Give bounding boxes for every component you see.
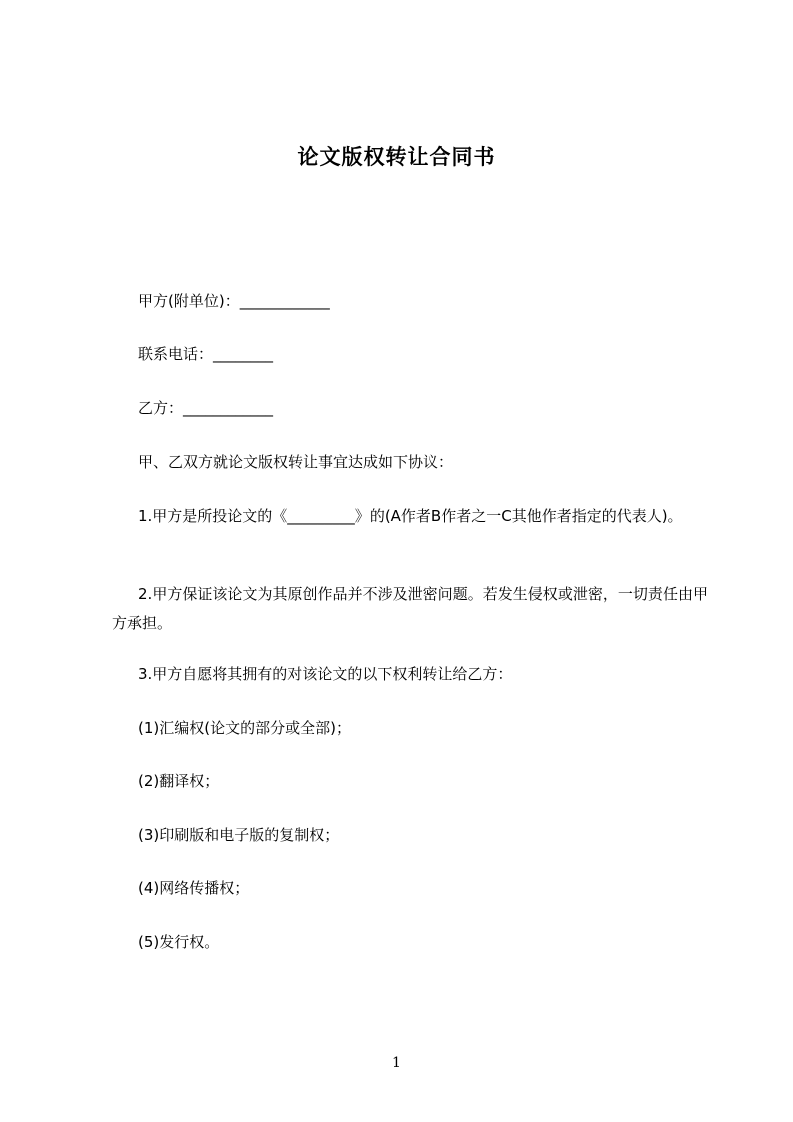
right-item-3: (3)印刷版和电子版的复制权； xyxy=(138,826,340,844)
right-item-4: (4)网络传播权； xyxy=(138,879,250,897)
clause-1: 1.甲方是所投论文的《_________》的(A作者B作者之一C其他作者指定的代表人)。 xyxy=(138,507,683,525)
right-item-5: (5)发行权。 xyxy=(138,933,220,951)
clause-3: 3.甲方自愿将其拥有的对该论文的以下权利转让给乙方： xyxy=(138,665,513,683)
page-number: 1 xyxy=(392,1055,401,1071)
party-a-line: 甲方(附单位)：____________ xyxy=(138,292,330,310)
phone-line: 联系电话：________ xyxy=(138,345,274,363)
document-title: 论文版权转让合同书 xyxy=(297,145,496,169)
party-b-line: 乙方：____________ xyxy=(138,399,274,417)
right-item-1: (1)汇编权(论文的部分或全部)； xyxy=(138,719,351,737)
intro-line: 甲、乙双方就论文版权转让事宜达成如下协议： xyxy=(138,453,454,471)
right-item-2: (2)翻译权； xyxy=(138,772,220,790)
clause-2: 2.甲方保证该论文为其原创作品并不涉及泄密问题。若发生侵权或泄密，一切责任由甲方承担。 xyxy=(112,585,708,632)
